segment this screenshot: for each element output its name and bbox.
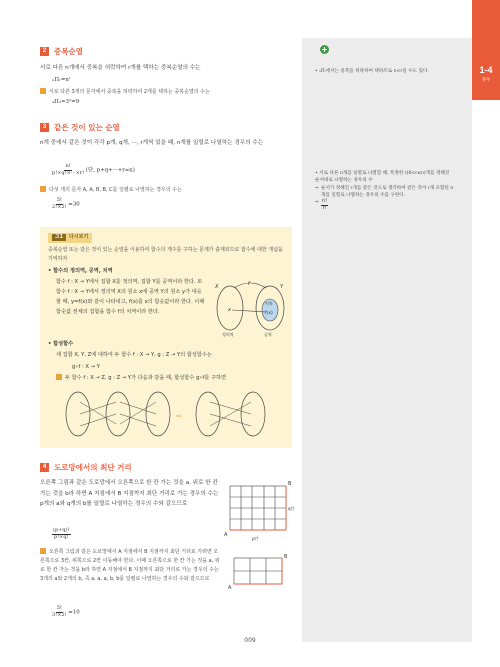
function-arc xyxy=(234,283,266,288)
label-codomain: 공역 xyxy=(264,332,272,337)
formula-fraction: $\frac{(p+q)!}{p!\times q!}$ xyxy=(53,527,70,540)
label-B: B xyxy=(284,554,288,560)
plus-icon xyxy=(320,45,329,54)
section-3-formula: $\frac{n!}{p!\times q!\times\cdot\cdot\cdot\times r!}$ (단, p+q+···+r=n) xyxy=(52,163,135,176)
section-4-heading xyxy=(40,462,132,473)
label-fx: f(x) xyxy=(265,311,273,316)
function-mapping-diagram xyxy=(212,280,288,338)
section-2-example-result: ₃Π₂=3²=9 xyxy=(52,99,80,105)
label-range: 치역 xyxy=(265,301,273,306)
sidebar-note-1-text: • ₙΠᵣ에서는 중복을 허락하여 택하므로 n<r일 수도 있다. xyxy=(315,68,455,75)
section-number: 2 xyxy=(40,47,49,56)
section-4-body: 오른쪽 그림과 같은 도로망에서 오른쪽으로 한 칸 가는 것을 a, 위로 한 칸 가는 것을 b라 하면 A 지점에서 B 지점까지 최단 거리로 가는 경우의 수는 p개의 a와 q개의 b를 일렬로 나열하는 경우의 수와 같으므로 xyxy=(40,480,219,508)
review-intro: 중복순열 또는 같은 것이 있는 순열을 이용하여 함수의 개수를 구하는 문제가 출제되므로 함수에 대한 개념을 기억하자 xyxy=(48,247,283,262)
section-4-example: 오른쪽 그림과 같은 도로망에서 A 지점에서 B 지점까지 최단 거리로 가려면 오른쪽으로 3칸, 위쪽으로 2칸 이동해야 한다. 이때 오른쪽으로 한 칸 가는 것을 a, 위로 한 칸 가는 것을 b라 하면 A 지점에서 B 지점까지 최단 거리로 가는 경우의 수는 3개의 a와 2개의 b, 즉 a, a, a, b, b를 일렬로 나열하는 경우의 수와 같으므로 xyxy=(40,549,220,582)
example-fraction: $\frac{5!}{2!\times 2!}$ xyxy=(52,197,67,210)
chapter-tab[interactable] xyxy=(472,0,500,100)
page-number: 009 xyxy=(244,637,256,644)
chapter-number: 1-4 xyxy=(479,65,493,75)
review-tag: 고1 다시보기 xyxy=(48,233,92,243)
label-Y: Y xyxy=(280,284,284,290)
review-subheading-2: • 합성함수 xyxy=(48,341,74,347)
mapping-arrow xyxy=(232,310,266,312)
composition-right xyxy=(196,392,265,436)
example-icon xyxy=(40,548,46,554)
sidebar-note-2 xyxy=(315,170,455,211)
sidebar-note-2-text: • 서로 다른 n개를 일렬로 나열할 때, 특정한 r(0<r≤n)개를 정해진 순서대로 나열하는 경우의 수 xyxy=(315,170,455,185)
example-icon xyxy=(40,88,46,94)
review-text-1: 함수 f : X → Y에서 집합 X를 정의역, 집합 Y를 공역이라 한다. 또 함수 f : X → Y에서 정의역 X의 원소 x에 공역 Y의 원소 y가 대응할 때, y=f(x)와 같이 나타내고, f(x)를 x의 함숫값이라 한다. 이때 함숫값 전체의 집합을 함수 f의 치역이라 한다. xyxy=(56,279,205,315)
section-2-heading xyxy=(40,46,83,57)
review-text-2: 세 집합 X, Y, Z에 대하여 두 함수 f : X → Y, g : Z → Y의 합성함수는 xyxy=(56,352,212,358)
section-number: 3 xyxy=(40,123,49,132)
section-3-example: 다섯 개의 문자 A, A, B, B, C를 일렬로 나열하는 경우의 수는 xyxy=(40,186,290,195)
composition-diagram xyxy=(58,388,278,440)
composition-left xyxy=(66,392,170,436)
label-x: x xyxy=(228,307,231,313)
review-text-2c: 두 함수 f : X → Z, g : Z → Y가 다음과 같을 때, 합성함수 g∘f를 구하면 xyxy=(56,374,286,384)
label-X: X xyxy=(215,284,219,290)
example-icon xyxy=(40,186,46,192)
section-3-example-formula: $\frac{5!}{2!\times 2!}$ =30 xyxy=(52,197,80,210)
section-2-example: 서로 다른 3개의 문자에서 중복을 허락하여 2개를 택하는 중복순열의 수는 xyxy=(40,88,290,97)
review-subheading-1: • 함수의 정의역, 공역, 치역 xyxy=(48,268,113,274)
label-p: p칸 xyxy=(252,536,259,541)
section-number: 4 xyxy=(40,463,49,472)
section-title: 같은 것이 있는 순열 xyxy=(54,123,120,132)
example-icon xyxy=(56,374,62,380)
grid-lines xyxy=(234,558,282,584)
sidebar xyxy=(302,38,472,642)
example-fraction: $\frac{5!}{3!\times 2!}$ xyxy=(52,605,67,618)
label-f: f xyxy=(248,281,250,287)
chapter-label: 경우 xyxy=(481,78,491,83)
road-grid-example xyxy=(226,552,296,590)
grid-lines xyxy=(230,486,286,530)
label-A: A xyxy=(228,585,232,590)
review-text-2b: g∘f : X → Y xyxy=(72,364,100,370)
section-3-heading xyxy=(40,122,120,133)
section-3-body: n개 중에서 같은 것이 각각 p개, q개, ···, r개씩 있을 때, n개를 일렬로 나열하는 경우의 수는 xyxy=(40,140,264,146)
section-2-formula: ₙΠᵣ=nʳ xyxy=(52,77,71,83)
section-2-body: 서로 다른 n개에서 중복을 허락하여 r개를 택하는 중복순열의 수는 xyxy=(40,65,201,71)
section-title: 중복순열 xyxy=(54,47,83,56)
arrow-icon: ⇨ xyxy=(176,412,182,420)
label-domain: 정의역 xyxy=(222,332,234,337)
sidebar-note-2-tip: ⇨ 순서가 정해진 r개를 같은 것으로 생각하여 같은 것이 r개 포함된 n개를 일렬로 나열하는 경우의 수를 구한다. xyxy=(315,185,455,200)
sidebar-note-1 xyxy=(315,68,455,75)
section-4-formula xyxy=(52,528,71,540)
sidebar-fraction: ⇨ $\frac{n!}{r!}$ xyxy=(322,198,328,211)
label-A: A xyxy=(224,532,228,538)
label-q: q칸 xyxy=(288,506,295,511)
road-grid-diagram xyxy=(222,478,300,542)
formula-fraction: $\frac{n!}{p!\times q!\times\cdot\cdot\cdot\times r!}$ xyxy=(52,163,85,176)
section-title: 도로망에서의 최단 거리 xyxy=(54,463,132,472)
sidebar-note-2-formula xyxy=(315,199,455,211)
section-4-example-formula: $\frac{5!}{3!\times 2!}$ =10 xyxy=(52,605,80,618)
label-B: B xyxy=(288,481,292,487)
